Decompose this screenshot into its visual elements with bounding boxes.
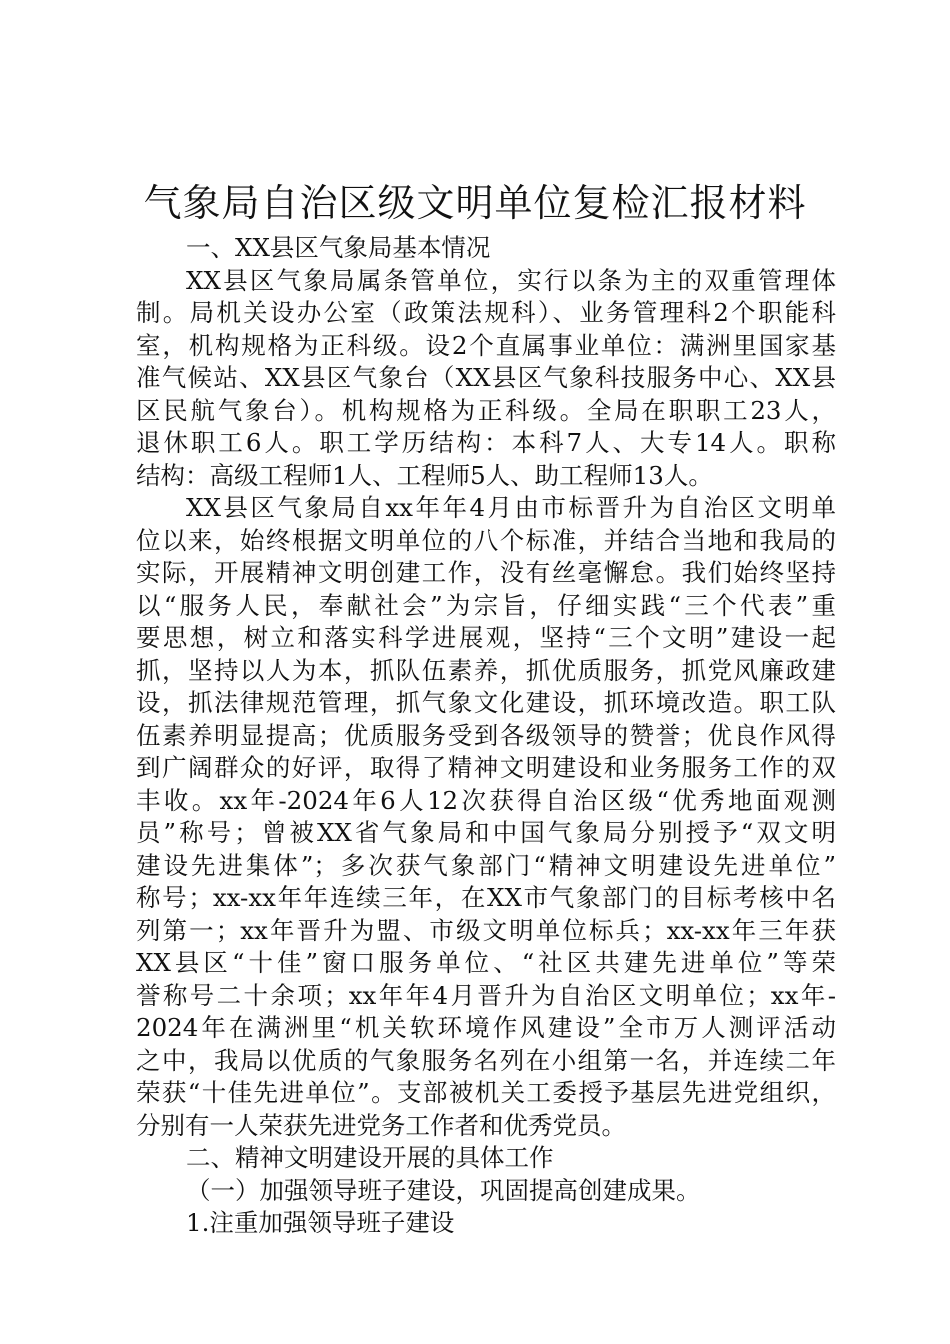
document-line: 分别有一人荣获先进党务工作者和优秀党员。: [136, 1110, 626, 1140]
document-line: 要思想，树立和落实科学进展观，坚持“三个文明”建设一起: [136, 623, 836, 652]
document-line: 以“服务人民，奉献社会”为宗旨，仔细实践“三个代表”重: [136, 590, 836, 620]
document-line: 1.注重加强领导班子建设: [186, 1208, 455, 1237]
document-line: XX县区“十佳”窗口服务单位、“社区共建先进单位”等荣: [136, 948, 836, 977]
document-line: 誉称号二十余项；xx年年4月晋升为自治区文明单位；xx年-: [136, 980, 836, 1010]
document-body: [136, 232, 836, 1240]
document-line: 之中，我局以优质的气象服务名列在小组第一名，并连续二年: [136, 1045, 836, 1075]
document-line: 丰收。xx年-2024年6人12次获得自治区级“优秀地面观测: [136, 785, 836, 815]
document-line: 列第一；xx年晋升为盟、市级文明单位标兵；xx-xx年三年获: [136, 915, 836, 945]
document-line: 2024年在满洲里“机关软环境作风建设”全市万人测评活动: [136, 1013, 836, 1042]
document-line: 二、精神文明建设开展的具体工作: [186, 1143, 554, 1172]
document-line: XX县区气象局自xx年年4月由市标晋升为自治区文明单: [186, 493, 836, 522]
document-line: 实际，开展精神文明创建工作，没有丝毫懈怠。我们始终坚持: [136, 558, 836, 587]
document-line: 室，机构规格为正科级。设2个直属事业单位：满洲里国家基: [136, 330, 836, 360]
document-line: 称号；xx-xx年年连续三年，在XX市气象部门的目标考核中名: [136, 883, 836, 912]
document-line: 制。局机关设办公室（政策法规科）、业务管理科2个职能科: [136, 298, 836, 327]
document-line: 准气候站、XX县区气象台（XX县区气象科技服务中心、XX县: [136, 363, 836, 392]
document-line: 结构：高级工程师1人、工程师5人、助工程师13人。: [136, 460, 713, 490]
document-title: 气象局自治区级文明单位复检汇报材料: [143, 181, 807, 225]
document-line: 退休职工6人。职工学历结构：本科7人、大专14人。职称: [136, 428, 836, 457]
document-line: 到广阔群众的好评，取得了精神文明建设和业务服务工作的双: [136, 753, 836, 782]
document-line: 荣获“十佳先进单位”。支部被机关工委授予基层先进党组织，: [136, 1078, 836, 1107]
document-line: 区民航气象台）。机构规格为正科级。全局在职职工23人，: [136, 395, 836, 425]
document-line: 伍素养明显提高；优质服务受到各级领导的赞誉；优良作风得: [136, 720, 836, 750]
document-line: 抓，坚持以人为本，抓队伍素养，抓优质服务，抓党风廉政建: [136, 655, 836, 685]
document-line: 员”称号；曾被XX省气象局和中国气象局分别授予“双文明: [136, 818, 836, 847]
document-line: 一、XX县区气象局基本情况: [186, 233, 491, 262]
document-line: 位以来，始终根据文明单位的八个标准，并结合当地和我局的: [136, 525, 836, 555]
document-line: （一）加强领导班子建设，巩固提高创建成果。: [186, 1175, 701, 1205]
document-line: 建设先进集体”；多次获气象部门“精神文明建设先进单位”: [136, 850, 836, 880]
document-line: XX县区气象局属条管单位，实行以条为主的双重管理体: [186, 265, 836, 295]
document-line: 设，抓法律规范管理，抓气象文化建设，抓环境改造。职工队: [136, 688, 836, 717]
